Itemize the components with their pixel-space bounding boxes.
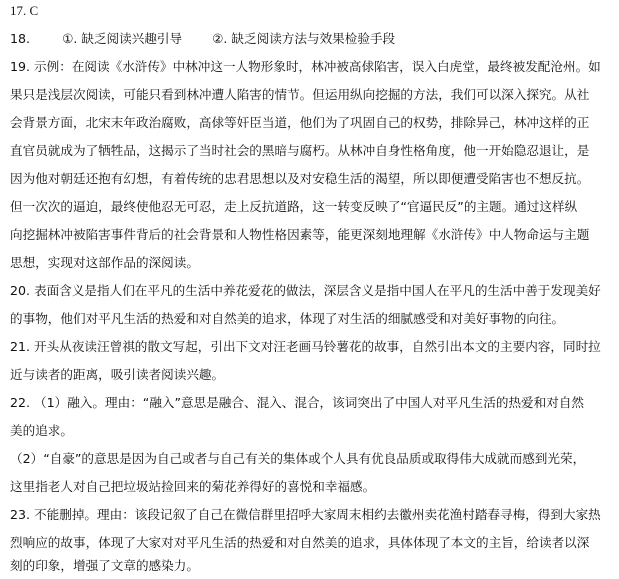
answer-23-line: 23. 不能删掉。理由：该段记叙了自己在微信群里招呼大家周末相约去徽州卖花渔村踏春寻梅，得到大家热 bbox=[10, 507, 601, 522]
answer-18-number: 18. bbox=[10, 31, 31, 46]
answer-21-line: 21. 开头从夜读汪曾祺的散文写起，引出下文对汪老画马铃薯花的故事，自然引出本文的主要内容，同时拉 bbox=[10, 339, 601, 354]
answer-19-line: 会背景方面，北宋末年政治腐败，高俅等奸臣当道，他们为了巩固自己的权势，排除异己，林冲这样的正 bbox=[10, 115, 590, 130]
answer-22-line: 22. （1）融入。理由：“融入”意思是融合、混入、混合，该词突出了中国人对平凡生活的热爱和对自然 bbox=[10, 395, 585, 410]
answer-19-line: 但一次次的逼迫，最终使他忍无可忍，走上反抗道路，这一转变反映了“官逼民反”的主题。通过这样纵 bbox=[10, 199, 578, 214]
answer-19-line: 19. 示例：在阅读《水浒传》中林冲这一人物形象时，林冲被高俅陷害，误入白虎堂，最终被发配沧州。如 bbox=[10, 59, 601, 74]
answer-22-line: （2）“自豪”的意思是因为自己或者与自己有关的集体或个人具有优良品质或取得伟大成就而感到光荣， bbox=[10, 451, 586, 466]
answer-23-line: 烈响应的故事，体现了大家对对平凡生活的热爱和对自然美的追求，具体体现了本文的主旨，给读者以深 bbox=[10, 535, 590, 550]
answer-22-line: 美的追求。 bbox=[10, 423, 73, 438]
answer-18-item-2: ②. 缺乏阅读方法与效果检验手段 bbox=[212, 31, 396, 46]
answer-19-line: 思想，实现对这部作品的深阅读。 bbox=[10, 255, 199, 270]
answer-22-line: 这里指老人对自己把垃圾站捡回来的菊花养得好的喜悦和幸福感。 bbox=[10, 479, 376, 494]
answer-18-item-1: ①. 缺乏阅读兴趣引导 bbox=[62, 31, 183, 46]
answer-23-line: 刻的印象，增强了文章的感染力。 bbox=[10, 558, 199, 573]
answer-21-line: 近与读者的距离，吸引读者阅读兴趣。 bbox=[10, 367, 225, 382]
answer-19-line: 向挖掘林冲被陷害事件背后的社会背景和人物性格因素等，能更深刻地理解《水浒传》中人物命运与主题 bbox=[10, 227, 590, 242]
answer-19-line: 果只是浅层次阅读，可能只看到林冲遭人陷害的情节。但运用纵向挖掘的方法，我们可以深入探究。从社 bbox=[10, 87, 590, 102]
answer-19-line: 直官员就成为了牺牲品，这揭示了当时社会的黑暗与腐朽。从林冲自身性格角度，他一开始隐忍退让，是 bbox=[10, 143, 590, 158]
answer-17: 17. C bbox=[10, 3, 39, 18]
answer-19-line: 因为他对朝廷还抱有幻想，有着传统的忠君思想以及对安稳生活的渴望，所以即便遭受陷害也不想反抗。 bbox=[10, 171, 590, 186]
answer-20-line: 的事物，他们对平凡生活的热爱和对自然美的追求，体现了对生活的细腻感受和对美好事物的向往。 bbox=[10, 311, 565, 326]
answer-18 bbox=[10, 31, 610, 47]
answer-20-line: 20. 表面含义是指人们在平凡的生活中养花爱花的做法，深层含义是指中国人在平凡的生活中善于发现美好 bbox=[10, 283, 601, 298]
